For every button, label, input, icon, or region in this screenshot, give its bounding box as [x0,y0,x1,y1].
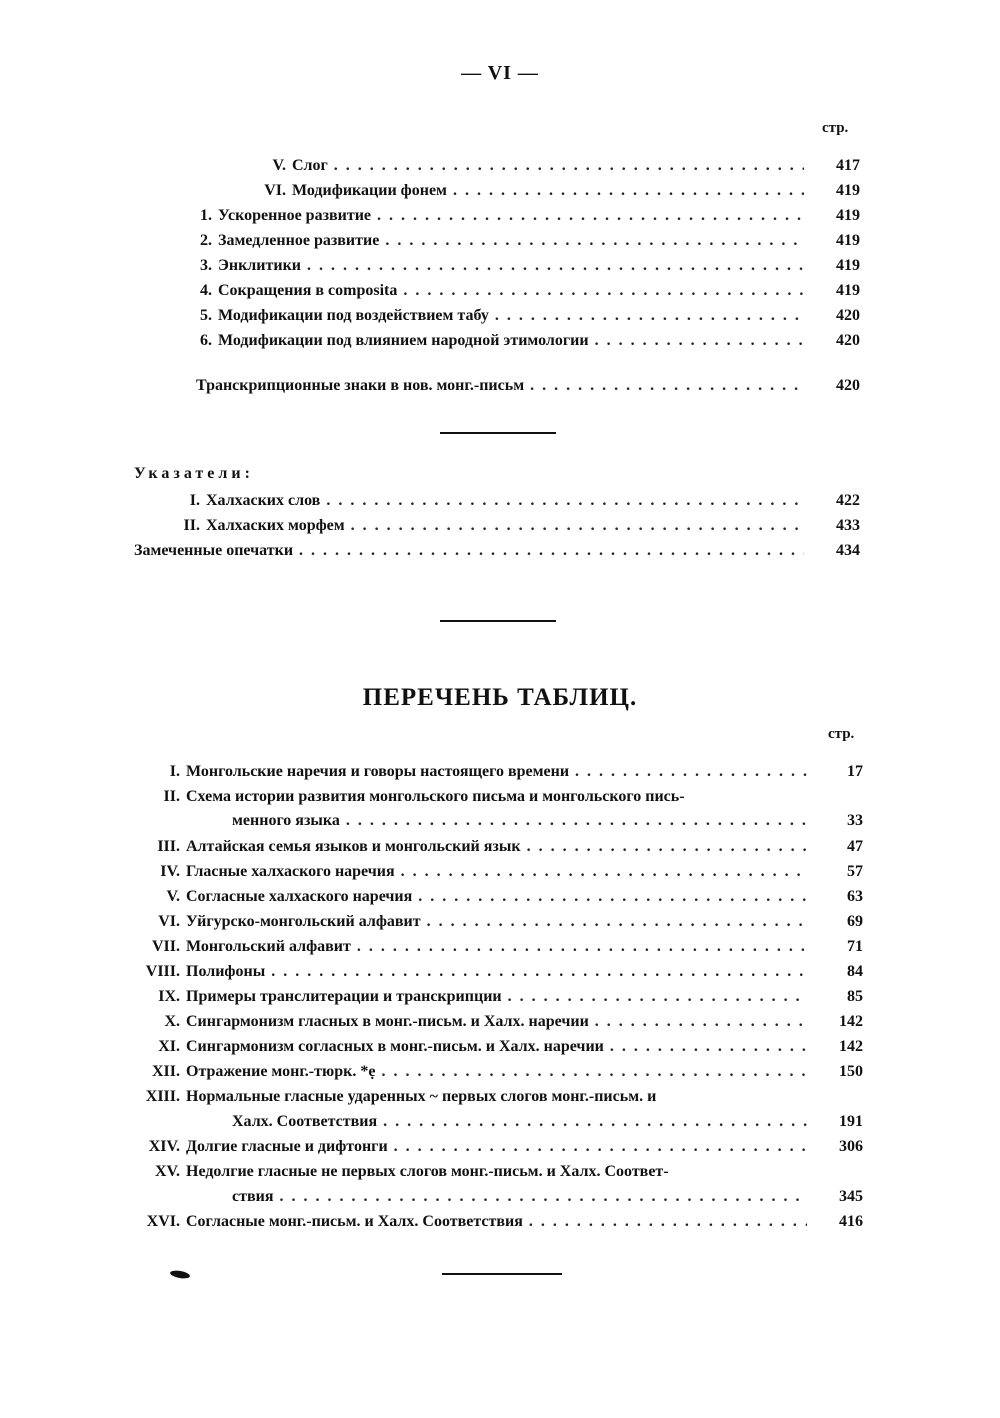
toc-title: Слог [292,157,328,174]
leader-dots [412,888,807,906]
toc-entry [190,201,860,225]
toc-title: Халхаских морфем [206,517,345,534]
leader-dots [371,207,804,225]
table-page: 191 [839,1113,863,1130]
leader-dots [589,332,804,350]
errata-entry [134,536,860,560]
toc-title: Модификации под воздействием табу [218,307,489,324]
leader-dots [502,988,807,1006]
table-entry [130,857,863,881]
leader-dots [489,307,804,325]
toc-page: 417 [836,157,860,174]
leader-dots [375,1063,807,1081]
table-page: 416 [839,1213,863,1230]
toc-page: 419 [836,207,860,224]
page-number: — VI — [461,62,539,84]
table-number: II. [163,788,180,805]
toc-page: 420 [836,377,860,394]
toc-page: 434 [836,542,860,559]
table-page: 57 [847,863,863,880]
table-title: Примеры транслитерации и транскрипции [186,988,502,1005]
table-page: 84 [847,963,863,980]
table-title-cont: Халх. Соответствия [232,1113,378,1130]
leader-dots [589,1013,807,1031]
table-title: Гласные халхаского наречия [186,863,395,880]
table-title: Монгольский алфавит [186,938,351,955]
table-entry [130,832,863,856]
table-number: III. [157,838,180,855]
toc-number: 3. [200,257,212,274]
table-title: Алтайская семья языков и монгольский язык [186,838,521,855]
table-number: XV. [154,1163,180,1180]
table-title: Монгольские наречия и говоры настоящего времени [186,763,570,780]
table-number: VII. [151,938,180,955]
table-page: 63 [847,888,863,905]
toc-number: I. [189,492,200,509]
table-page: 85 [847,988,863,1005]
index-entry [160,511,860,535]
index-entry [160,486,860,510]
leader-dots [328,157,804,175]
leader-dots [293,542,804,560]
divider [442,1273,562,1275]
tables-heading: ПЕРЕЧЕНЬ ТАБЛИЦ. [362,684,638,711]
leader-dots [388,1138,807,1156]
ink-blot-mark [170,1269,191,1279]
table-entry [130,1032,863,1056]
table-title-cont: менного языка [232,812,340,829]
toc-page: 420 [836,332,860,349]
leader-dots [604,1038,807,1056]
leader-dots [377,1113,807,1131]
divider [440,620,556,622]
table-title: Сингармонизм гласных в монг.-письм. и Халх. наречии [186,1013,589,1030]
leader-dots [265,963,807,981]
toc-number: II. [183,517,200,534]
table-entry [130,982,863,1006]
toc-page: 420 [836,307,860,324]
toc-title: Ускоренное развитие [218,207,372,224]
table-number: XII. [151,1063,180,1080]
toc-entry [200,176,860,200]
table-title: Схема истории развития монгольского письма и монгольского пись- [186,788,685,805]
toc-number: VI. [264,182,286,199]
toc-page: 419 [836,282,860,299]
table-entry-first-line [130,782,863,806]
table-page: 33 [847,812,863,829]
toc-page: 433 [836,517,860,534]
leader-dots [345,517,804,535]
table-entry-continuation [232,1107,863,1131]
table-page: 142 [839,1038,863,1055]
divider [440,432,556,434]
table-title: Отражение монг.-тюрк. *ẹ [186,1063,376,1080]
toc-entry [200,151,860,175]
table-page: 69 [847,913,863,930]
table-title: Согласные монг.-письм. и Халх. Соответствия [186,1213,523,1230]
table-entry [130,1057,863,1081]
table-number: XVI. [146,1213,180,1230]
table-page: 345 [839,1188,863,1205]
toc-page: 422 [836,492,860,509]
table-entry [130,957,863,981]
leader-dots [524,377,804,395]
table-entry [130,757,863,781]
transcription-entry [196,371,860,395]
toc-number: 2. [200,232,212,249]
leader-dots [397,282,804,300]
table-entry [130,882,863,906]
table-number: XI. [158,1038,180,1055]
leader-dots [421,913,807,931]
table-number: XIII. [145,1088,180,1105]
leader-dots [447,182,804,200]
table-page: 71 [847,938,863,955]
leader-dots [340,812,807,830]
toc-entry [190,326,860,350]
toc-title: Энклитики [218,257,301,274]
page-column-label: стр. [822,120,849,136]
toc-entry [190,276,860,300]
table-title: Уйгурско-монгольский алфавит [186,913,421,930]
table-title-cont: ствия [232,1188,274,1205]
table-entry [130,1132,863,1156]
table-title: Сингармонизм согласных в монг.-письм. и Халх. наречии [186,1038,604,1055]
table-title: Долгие гласные и дифтонги [186,1138,388,1155]
table-number: IV. [160,863,180,880]
table-entry-continuation [232,806,863,830]
toc-page: 419 [836,232,860,249]
table-number: XIV. [148,1138,180,1155]
toc-number: V. [272,157,286,174]
indexes-heading: Указатели: [134,465,254,482]
leader-dots [273,1188,807,1206]
table-title: Недолгие гласные не первых слогов монг.-письм. и Халх. Соответ- [186,1163,669,1180]
toc-title: Замедленное развитие [218,232,380,249]
table-number: VI. [158,913,180,930]
table-page: 142 [839,1013,863,1030]
table-entry-first-line [130,1082,863,1106]
leader-dots [523,1213,807,1231]
table-entry-first-line [130,1157,863,1181]
table-entry [130,932,863,956]
toc-page: 419 [836,257,860,274]
table-number: V. [166,888,180,905]
table-page: 306 [839,1138,863,1155]
table-number: I. [169,763,180,780]
toc-number: 1. [200,207,212,224]
table-number: VIII. [145,963,180,980]
toc-title: Сокращения в composita [218,282,398,299]
toc-title: Халхаских слов [206,492,321,509]
leader-dots [301,257,804,275]
toc-title: Модификации под влиянием народной этимологии [218,332,589,349]
leader-dots [320,492,804,510]
toc-page: 419 [836,182,860,199]
toc-title: Модификации фонем [292,182,447,199]
table-number: IX. [158,988,180,1005]
toc-number: 4. [200,282,212,299]
leader-dots [521,838,807,856]
toc-title: Транскрипционные знаки в нов. монг.-письм [196,377,525,394]
leader-dots [351,938,807,956]
table-title: Полифоны [186,963,266,980]
toc-entry [190,301,860,325]
table-entry-continuation [232,1182,863,1206]
toc-number: 6. [200,332,212,349]
toc-title: Замеченные опечатки [134,542,294,559]
table-entry [130,1007,863,1031]
table-page: 47 [847,838,863,855]
table-page: 150 [839,1063,863,1080]
table-entry [130,907,863,931]
tables-page-column-label: стр. [828,726,855,742]
leader-dots [379,232,804,250]
table-entry [130,1207,863,1231]
toc-entry [190,226,860,250]
table-title: Нормальные гласные ударенных ~ первых слогов монг.-письм. и [186,1088,657,1105]
leader-dots [569,763,807,781]
table-number: X. [164,1013,180,1030]
toc-number: 5. [200,307,212,324]
toc-entry [190,251,860,275]
leader-dots [395,863,807,881]
table-page: 17 [847,763,863,780]
table-title: Согласные халхаского наречия [186,888,413,905]
